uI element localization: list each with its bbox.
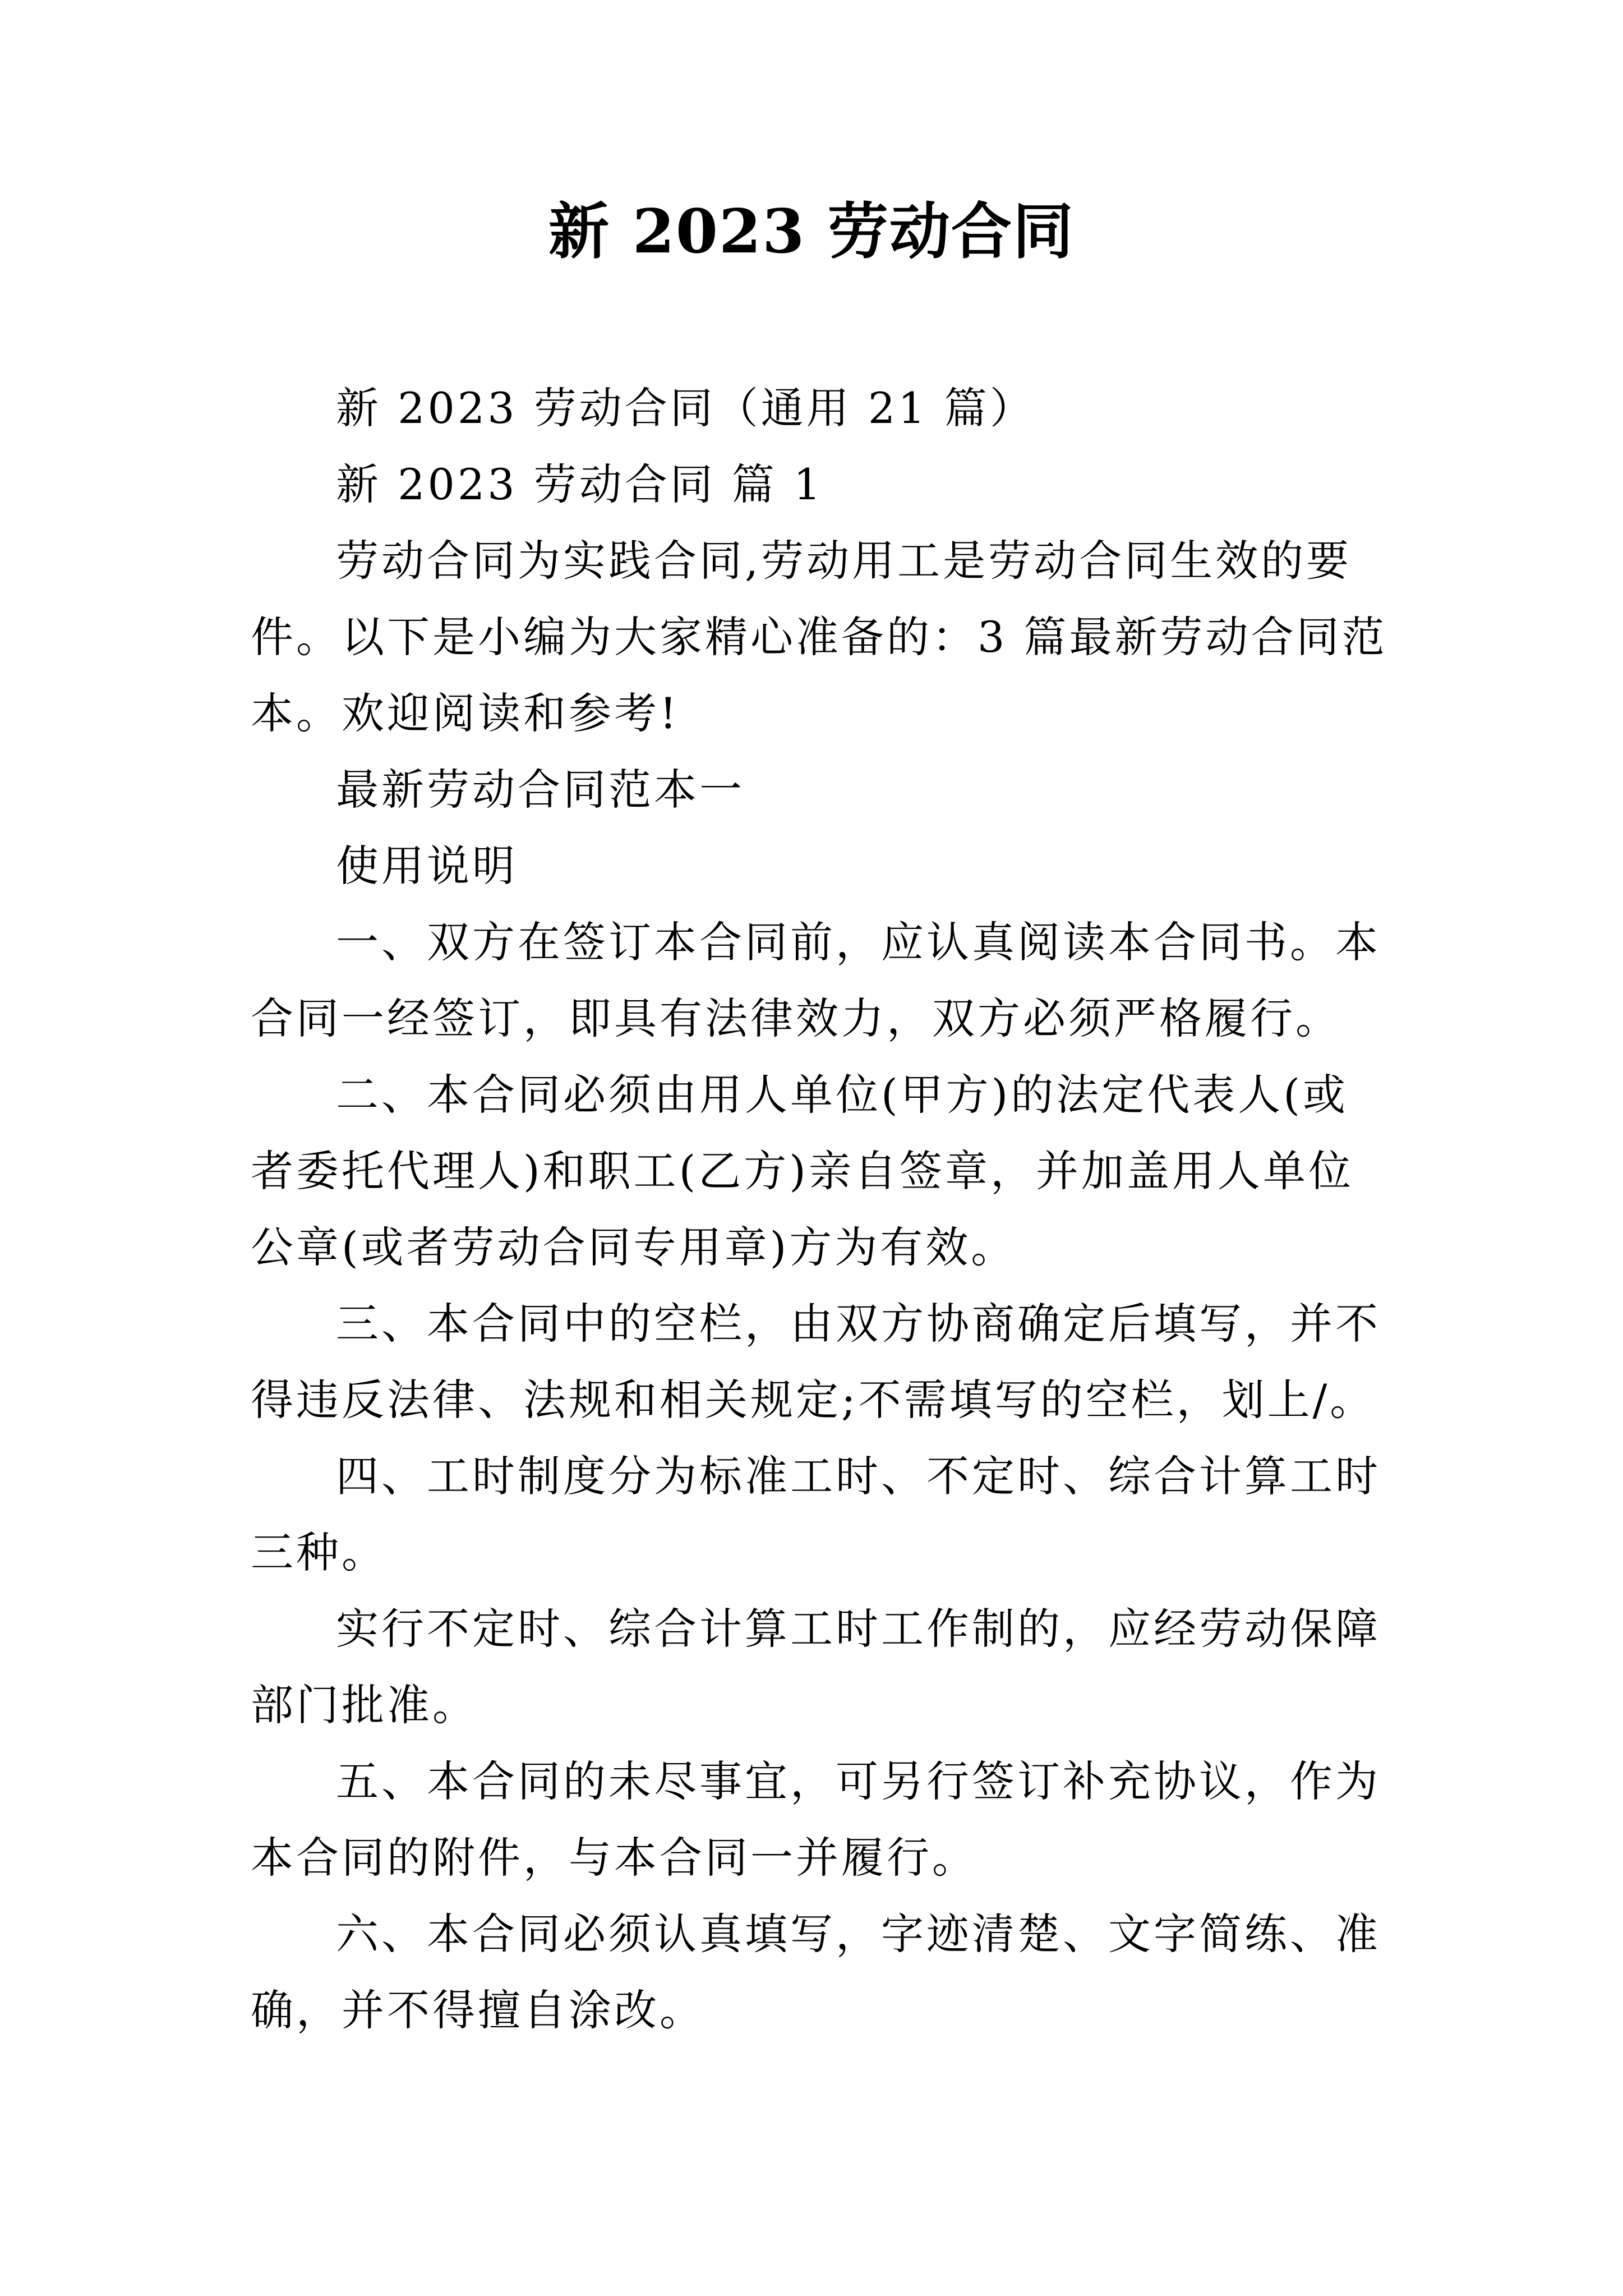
paragraph-item-4-note: 实行不定时、综合计算工时工作制的，应经劳动保障部门批准。 (251, 1604, 1381, 1730)
paragraph-subtitle: 新 2023 劳动合同（通用 21 篇） (336, 383, 1035, 433)
paragraph-usage-heading: 使用说明 (336, 841, 518, 891)
paragraph-item-3: 三、本合同中的空栏，由双方协商确定后填写，并不得违反法律、法规和相关规定;不需填写的空栏，划上/。 (251, 1299, 1381, 1425)
document-title: 新 2023 劳动合同 (548, 196, 1075, 267)
paragraph-section-heading: 新 2023 劳动合同 篇 1 (336, 459, 824, 509)
paragraph-item-4: 四、工时制度分为标准工时、不定时、综合计算工时三种。 (251, 1451, 1381, 1577)
paragraph-item-5: 五、本合同的未尽事宜，可另行签订补充协议，作为本合同的附件，与本合同一并履行。 (251, 1756, 1381, 1883)
paragraph-item-1: 一、双方在签订本合同前，应认真阅读本合同书。本合同一经签订，即具有法律效力，双方必须严格履行。 (251, 917, 1381, 1043)
paragraph-item-2: 二、本合同必须由用人单位(甲方)的法定代表人(或者委托代理人)和职工(乙方)亲自签章，并加盖用人单位公章(或者劳动合同专用章)方为有效。 (251, 1070, 1354, 1272)
document-body (251, 370, 1389, 2049)
paragraph-intro: 劳动合同为实践合同,劳动用工是劳动合同生效的要件。以下是小编为大家精心准备的：3 篇最新劳动合同范本。欢迎阅读和参考! (251, 536, 1387, 738)
paragraph-item-6: 六、本合同必须认真填写，字迹清楚、文字简练、准确，并不得擅自涂改。 (251, 1909, 1381, 2035)
paragraph-template-title: 最新劳动合同范本一 (336, 765, 745, 815)
